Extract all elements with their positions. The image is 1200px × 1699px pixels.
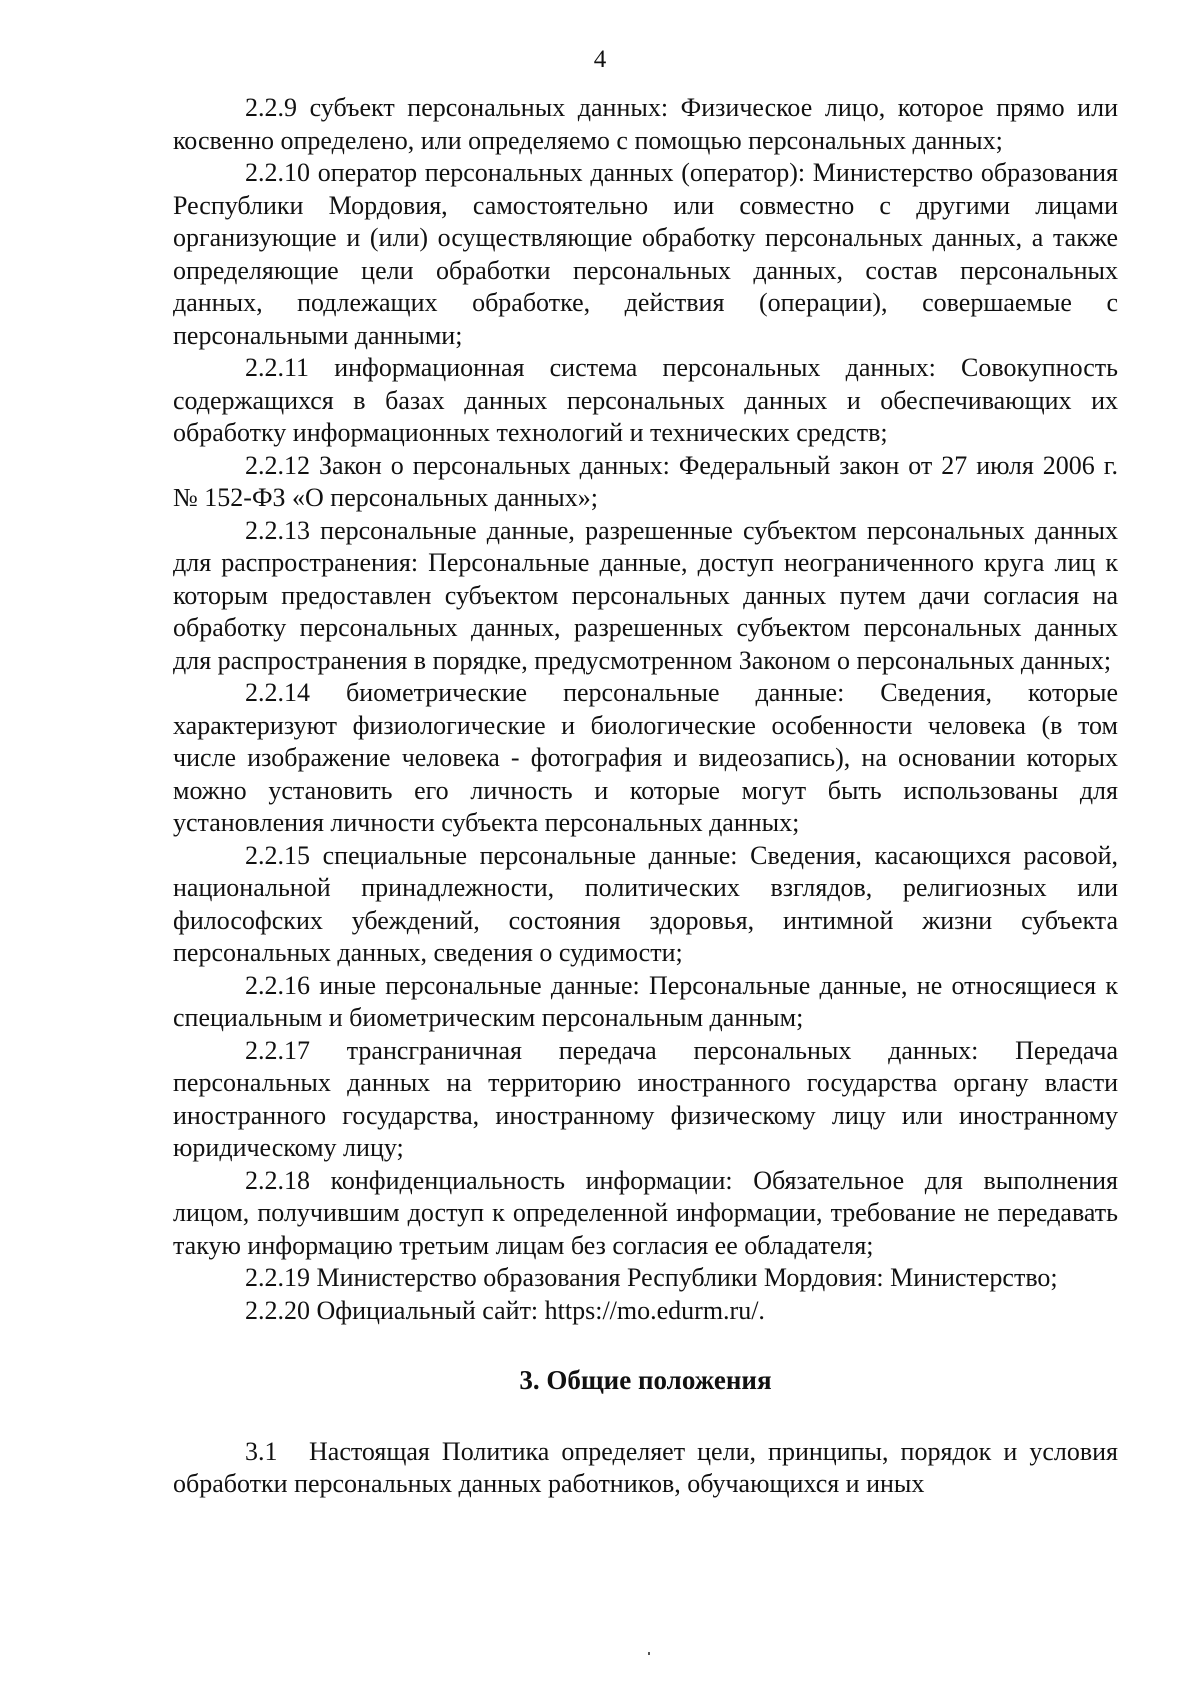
definition-2-2-15: 2.2.15 специальные персональные данные: Сведения, касающихся расовой, национальной принадлежности, политических взглядов, религиозных или философских убеждений, состояния здоровья, интимной жизни субъекта персональных данных, сведения о судимости; (173, 840, 1118, 967)
definition-2-2-16: 2.2.16 иные персональные данные: Персональные данные, не относящиеся к специальным и биометрическим персональным данным; (173, 970, 1118, 1032)
clause-number: 3.1 (245, 1436, 278, 1466)
definition-2-2-11: 2.2.11 информационная система персональных данных: Совокупность содержащихся в базах данных персональных данных и обеспечивающих их обработку информационных технологий и технических средств; (173, 353, 1118, 447)
clause-3-1 (173, 1436, 1118, 1501)
section-heading: 3. Общие положения (519, 1365, 772, 1395)
definition-2-2-19: 2.2.19 Министерство образования Республики Мордовия: Министерство; (245, 1263, 1058, 1292)
definition-2-2-9: 2.2.9 субъект персональных данных: Физическое лицо, которое прямо или косвенно определено, или определяемо с помощью персональных данных; (173, 93, 1118, 155)
definition-2-2-20: 2.2.20 Официальный сайт: https://mo.edurm.ru/. (245, 1295, 765, 1325)
definition-2-2-13: 2.2.13 персональные данные, разрешенные субъектом персональных данных для распространения: Персональные данные, доступ неограниченного круга лиц к которым предоставлен субъектом персональных данных путем дачи согласия на обработку персональных данных, разрешенных субъектом персональных данных для распространения в порядке, предусмотренном Законом о персональных данных; (173, 515, 1118, 675)
definition-2-2-17: 2.2.17 трансграничная передача персональных данных: Передача персональных данных на территорию иностранного государства органу власти иностранного государства, иностранному физическому лицу или иностранному юридическому лицу; (173, 1035, 1118, 1162)
document-body (173, 92, 1118, 1501)
definition-2-2-14: 2.2.14 биометрические персональные данные: Сведения, которые характеризуют физиологические и биологические особенности человека (в том числе изображение человека - фотография и видеозапись), на основании которых можно установить его личность и которые могут быть использованы для установления личности субъекта персональных данных; (173, 678, 1118, 837)
definition-2-2-10: 2.2.10 оператор персональных данных (оператор): Министерство образования Республики Мордовия, самостоятельно или совместно с другими лицами организующие и (или) осуществляющие обработку персональных данных, а также определяющие цели обработки персональных данных, состав персональных данных, подлежащих обработке, действия (операции), совершаемые с персональными данными; (173, 158, 1118, 350)
page-number: 4 (593, 46, 607, 73)
clause-text: Настоящая Политика определяет цели, принципы, порядок и условия обработки персональных данных работников, обучающихся и иных (173, 1436, 1118, 1498)
definition-2-2-12: 2.2.12 Закон о персональных данных: Федеральный закон от 27 июля 2006 г. № 152-ФЗ «О персональных данных»; (173, 450, 1118, 512)
definition-2-2-18: 2.2.18 конфиденциальность информации: Обязательное для выполнения лицом, получившим доступ к определенной информации, требование не передавать такую информацию третьим лицам без согласия ее обладателя; (173, 1165, 1118, 1260)
scan-artifact-dot (648, 1652, 650, 1655)
